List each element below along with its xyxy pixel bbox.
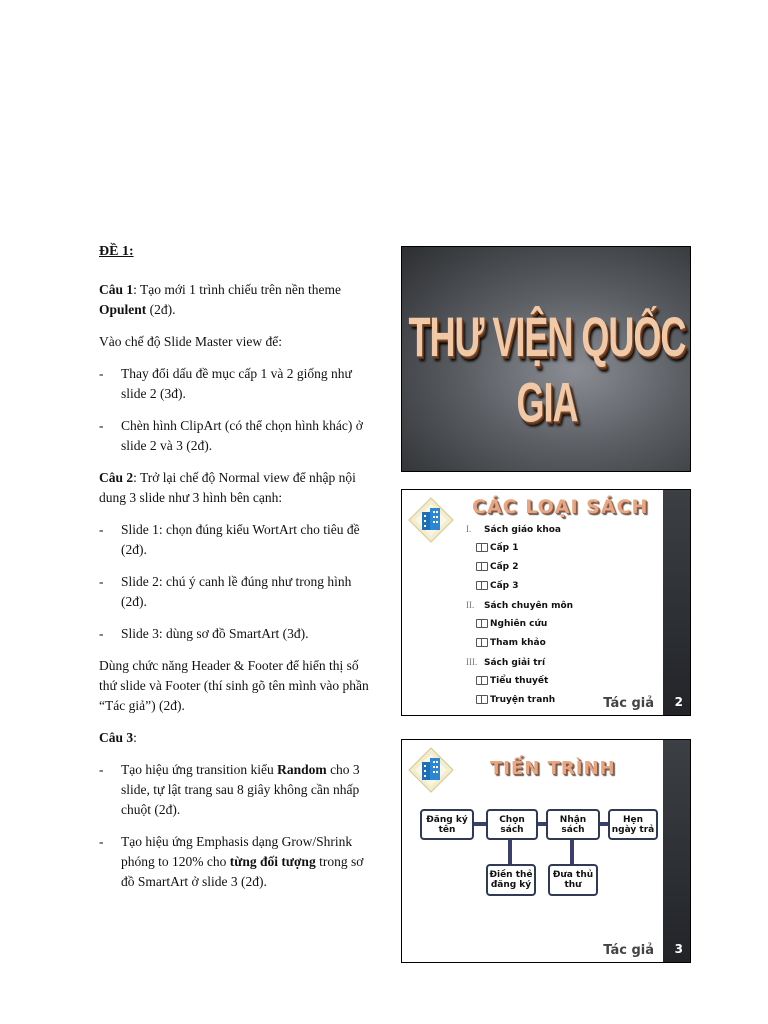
slide-3-footer-author: Tác giả [603, 943, 654, 958]
outline-level-1 [466, 657, 573, 670]
cau2-bullet-2 [99, 572, 369, 612]
outline-level-2 [476, 543, 573, 556]
smartart-box-register: Đăng ký tên [420, 809, 474, 840]
bullet-text: Chèn hình ClipArt (có thể chọn hình khác) ở slide 2 và 3 (2đ). [121, 418, 363, 453]
dash: - [99, 626, 104, 641]
outline-level-1 [466, 524, 573, 537]
book-icon [476, 543, 488, 552]
bullet-bold: Random [277, 762, 327, 777]
cau2-bullet-3 [99, 624, 369, 644]
dash: - [99, 522, 104, 537]
bullet-text-a: Tạo hiệu ứng Emphasis dạng Grow/Shrink phóng to 120% cho [121, 834, 353, 869]
smartart-box-give-librarian: Đưa thủ thư [548, 864, 598, 896]
connector-line [508, 840, 512, 866]
outline-label: Sách giải trí [484, 658, 546, 668]
building-clipart-icon [407, 746, 455, 794]
outline-sub-label: Tham khảo [490, 638, 546, 648]
cau1-label: Câu 1 [99, 282, 134, 297]
book-icon [476, 638, 488, 647]
cau1-text-b: (2đ). [146, 302, 176, 317]
outline-sub-label: Cấp 1 [490, 543, 519, 553]
cau3-paragraph [99, 728, 369, 748]
cau2-footer-paragraph: Dùng chức năng Header & Footer để hiển thị số thứ slide và Footer (thí sinh gõ tên mình vào phần “Tác giả”) (2đ). [99, 658, 369, 713]
outline-sub-label: Cấp 2 [490, 562, 519, 572]
slide-2-footer-author: Tác giả [603, 696, 654, 711]
smartart-box-receive-book: Nhận sách [546, 809, 600, 840]
roman-numeral: III. [466, 657, 478, 667]
smartart-box-fill-card: Điền thẻ đăng ký [486, 864, 536, 896]
slide-2-title: CÁC LOẠI SÁCH [472, 496, 649, 518]
dash: - [99, 762, 104, 777]
book-icon [476, 581, 488, 590]
slide-3-number: 3 [674, 942, 683, 956]
slide-2-number: 2 [674, 695, 683, 709]
smartart-box-return-date: Hẹn ngày trả [608, 809, 658, 840]
outline-level-2 [476, 581, 573, 594]
slide-1-thumbnail [401, 246, 691, 472]
outline-level-2 [476, 695, 573, 708]
roman-numeral: I. [466, 524, 472, 534]
outline-label: Sách chuyên môn [484, 601, 574, 611]
outline-level-2 [476, 676, 573, 689]
cau3-bullet-1 [99, 760, 369, 820]
exam-text [99, 242, 369, 904]
outline-sub-label: Truyện tranh [490, 695, 556, 705]
outline-level-2 [476, 638, 573, 651]
slide-2-thumbnail [401, 489, 691, 716]
bullet-text: Slide 2: chú ý canh lề đúng như trong hình (2đ). [121, 574, 352, 609]
dash: - [99, 366, 104, 381]
dash: - [99, 834, 104, 849]
smartart-box-choose-book: Chọn sách [486, 809, 538, 840]
connector-line [570, 840, 574, 866]
building-clipart-icon [407, 496, 455, 544]
outline-level-2 [476, 619, 573, 632]
cau1-text-a: : Tạo mới 1 trình chiếu trên nền theme [133, 282, 341, 297]
slide-1-wordart-title: THƯ VIỆN QUỐC GIA [408, 305, 686, 434]
bullet-text: Slide 1: chọn đúng kiểu WortArt cho tiêu đề (2đ). [121, 522, 360, 557]
cau2-bullet-1 [99, 520, 369, 560]
cau1-bullet-2 [99, 416, 369, 456]
cau1-intro: Vào chế độ Slide Master view để: [99, 334, 282, 349]
cau2-label: Câu 2 [99, 470, 134, 485]
cau2-text: : Trở lại chế độ Normal view để nhập nội dung 3 slide như 3 hình bên cạnh: [99, 470, 356, 505]
bullet-text-b: trong sơ đồ SmartArt ở slide 3 (2đ). [121, 854, 364, 889]
outline-sub-label: Nghiên cứu [490, 619, 548, 629]
dash: - [99, 574, 104, 589]
slide-3-thumbnail [401, 739, 691, 963]
outline-level-1 [466, 600, 573, 613]
cau1-paragraph [99, 280, 369, 320]
bullet-text-b: cho 3 slide, tự lật trang sau 8 giây không cần nhấp chuột (2đ). [121, 762, 360, 817]
outline-label: Sách giáo khoa [484, 525, 561, 535]
book-icon [476, 562, 488, 571]
outline-level-2 [476, 562, 573, 575]
bullet-text: Slide 3: dùng sơ đồ SmartArt (3đ). [121, 626, 309, 641]
outline-sub-label: Cấp 3 [490, 581, 519, 591]
cau3-text: : [133, 730, 137, 745]
slide-2-sidebar [663, 490, 690, 715]
roman-numeral: II. [466, 600, 475, 610]
bullet-text: Thay đổi dấu đề mục cấp 1 và 2 giống như slide 2 (3đ). [121, 366, 352, 401]
exam-heading: ĐỀ 1: [99, 244, 134, 259]
bullet-bold: từng đối tượng [229, 854, 316, 869]
outline-sub-label: Tiểu thuyết [490, 676, 549, 686]
cau1-bullet-1 [99, 364, 369, 404]
slide-2-outline [466, 524, 573, 714]
slide-3-sidebar [663, 740, 690, 962]
cau2-paragraph [99, 468, 369, 508]
dash: - [99, 418, 104, 433]
bullet-text-a: Tạo hiệu ứng transition kiểu [121, 762, 278, 777]
cau1-theme: Opulent [99, 302, 147, 317]
cau3-label: Câu 3 [99, 730, 134, 745]
cau3-bullet-2 [99, 832, 369, 892]
book-icon [476, 676, 488, 685]
slide-3-title: TIẾN TRÌNH [490, 758, 616, 779]
book-icon [476, 619, 488, 628]
book-icon [476, 695, 488, 704]
